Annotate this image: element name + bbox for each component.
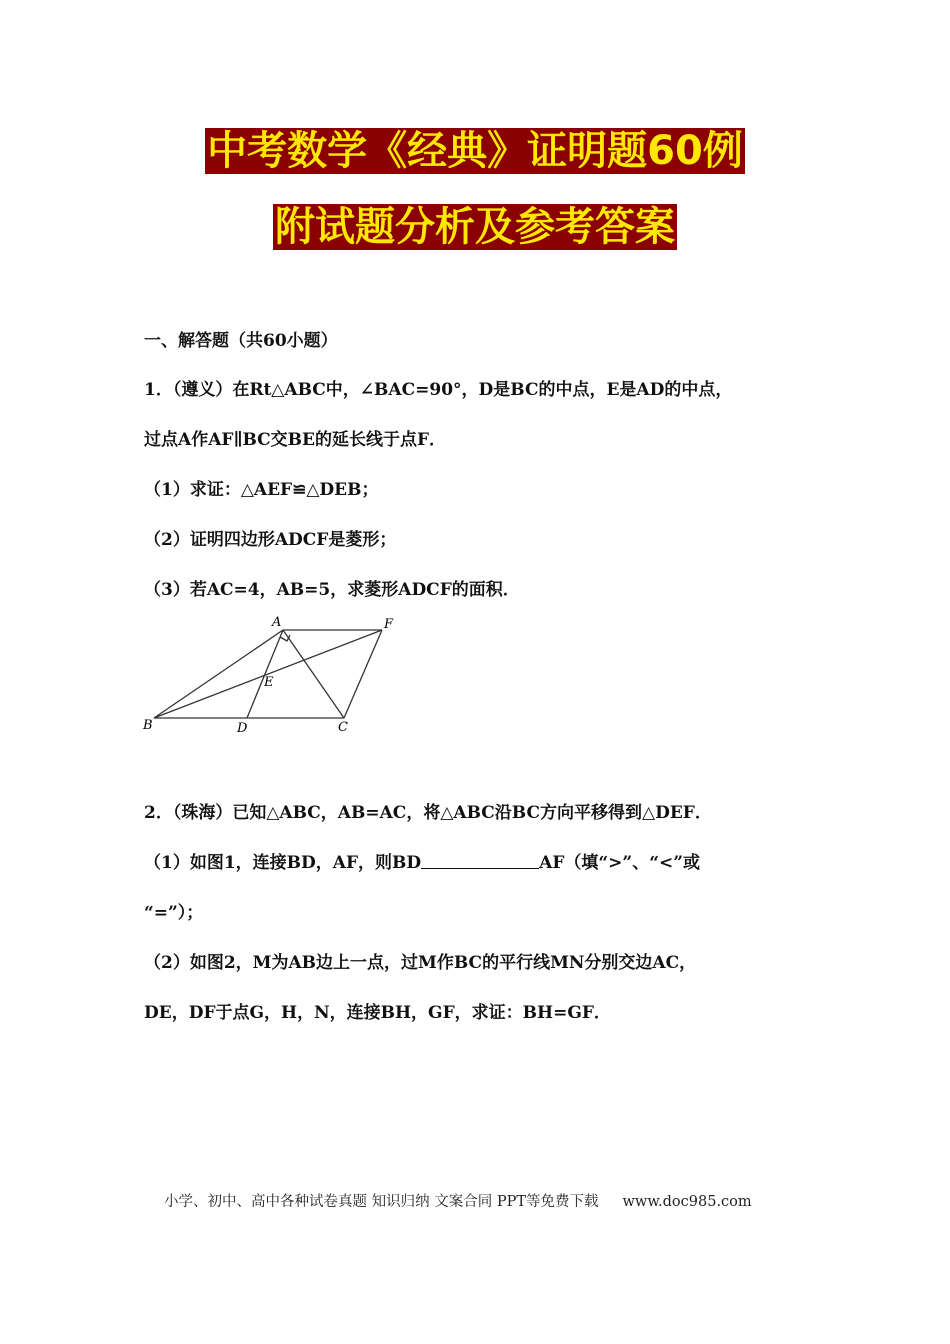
- segment-CF: [344, 630, 382, 718]
- label-B: B: [143, 718, 153, 733]
- problem-2-part-2: （2）如图2，M为AB边上一点，过M作BC的平行线MN分别交边AC，: [144, 953, 697, 973]
- segment-BF: [154, 630, 382, 718]
- section-heading: 一、解答题（共60小题）: [144, 331, 338, 351]
- problem-1-part-3: （3）若AC=4，AB=5，求菱形ADCF的面积．: [144, 580, 520, 600]
- label-E: E: [264, 675, 274, 690]
- label-D: D: [237, 721, 248, 736]
- problem-2-part-2-cont: DE，DF于点G，H，N，连接BH，GF，求证：BH=GF．: [144, 1003, 611, 1023]
- title-line-1: 中考数学《经典》证明题60例: [207, 128, 743, 174]
- footer: [164, 1190, 752, 1211]
- footer-url[interactable]: www.doc985.com: [622, 1194, 752, 1210]
- label-C: C: [338, 720, 348, 735]
- footer-text: 小学、初中、高中各种试卷真题 知识归纳 文案合同 PPT等免费下载: [164, 1194, 599, 1210]
- answer-blank[interactable]: [421, 852, 539, 869]
- segment-AC: [283, 630, 344, 718]
- problem-2-part-1: （1）如图1，连接BD，AF，则BD AF（填“>”、“<”或: [144, 853, 701, 873]
- geometry-figure-1: [140, 612, 410, 737]
- segment-AD: [247, 630, 283, 718]
- label-F: F: [384, 617, 394, 632]
- problem-1-part-2: （2）证明四边形ADCF是菱形；: [144, 530, 397, 550]
- problem-1-part-1: （1）求证：△AEF≌△DEB；: [144, 480, 379, 500]
- segment-AB: [154, 630, 283, 718]
- title-line-2: 附试题分析及参考答案: [275, 204, 675, 250]
- right-angle-mark: [280, 635, 290, 641]
- label-A: A: [272, 615, 282, 630]
- problem-2-line-1: 2．（珠海）已知△ABC，AB=AC，将△ABC沿BC方向平移得到△DEF．: [144, 803, 712, 823]
- problem-1-line-2: 过点A作AF∥BC交BE的延长线于点F．: [144, 430, 447, 450]
- problem-1-line-1: 1．（遵义）在Rt△ABC中，∠BAC=90°，D是BC的中点，E是AD的中点，: [144, 380, 733, 400]
- problem-2-part-1-cont: “=”）；: [144, 903, 204, 923]
